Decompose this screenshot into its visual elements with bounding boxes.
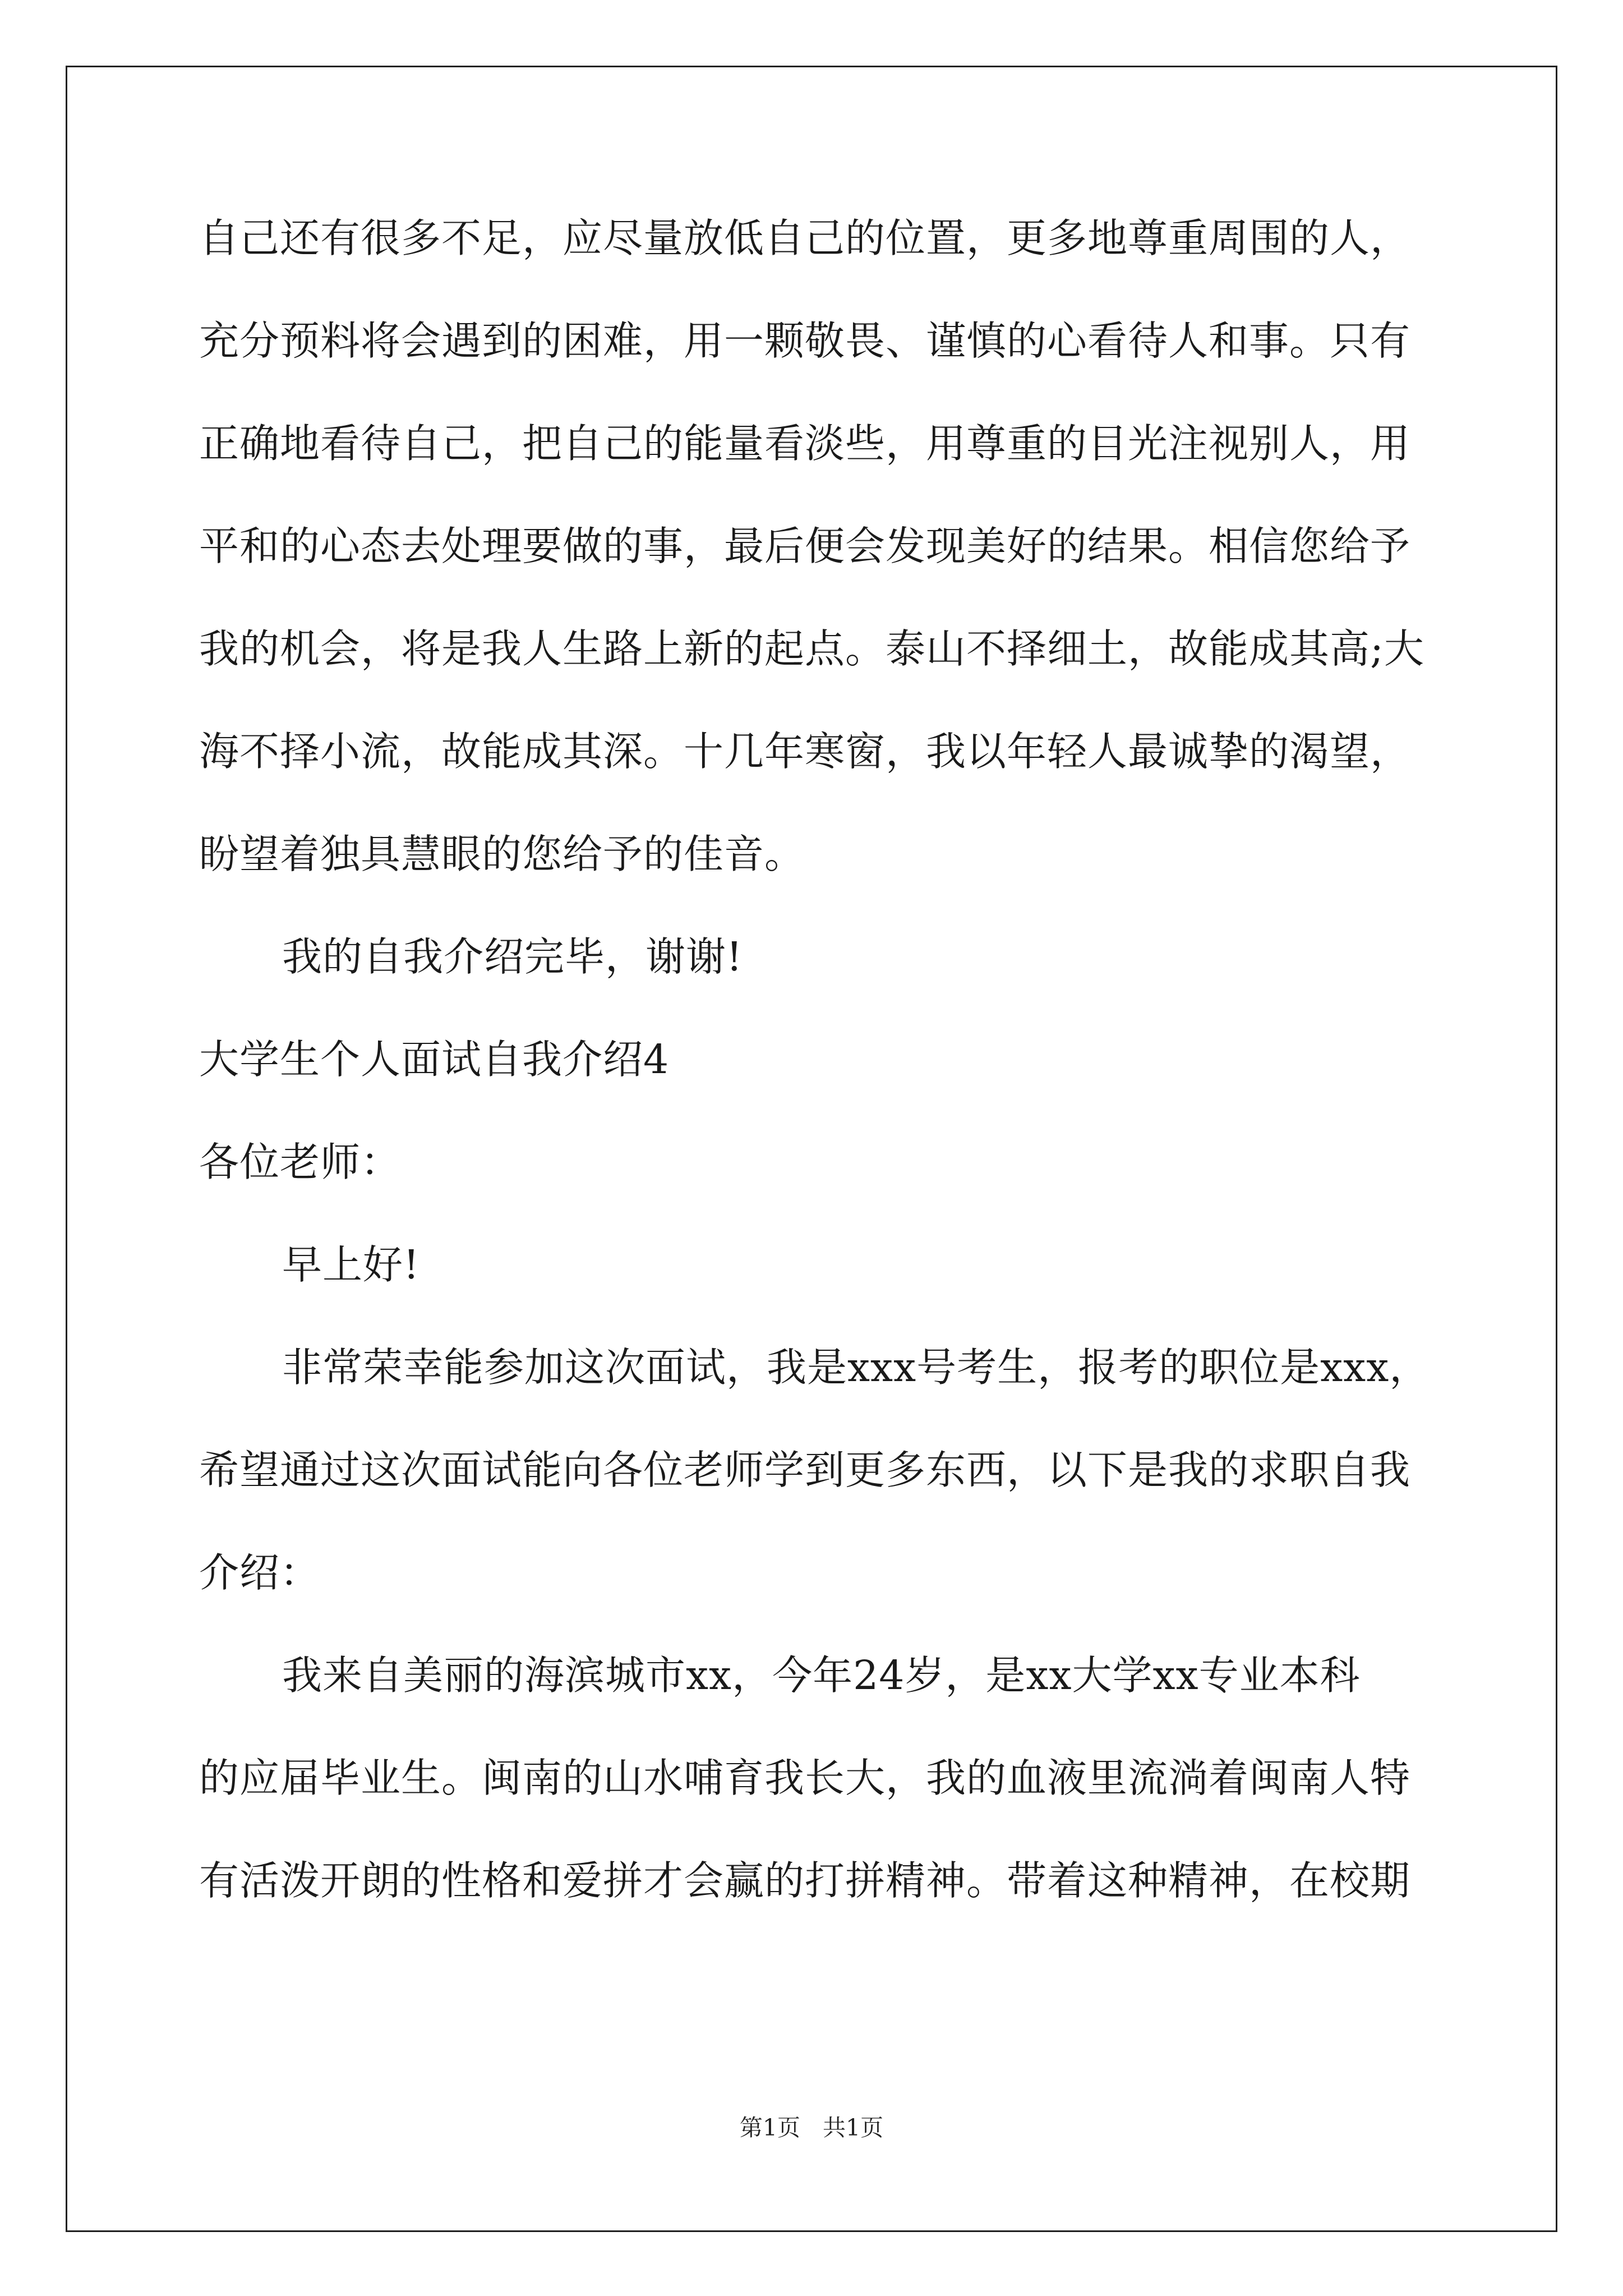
paragraph-line: 正确地看待自己，把自己的能量看淡些，用尊重的目光注视别人，用 <box>199 420 1411 467</box>
paragraph-line: 希望通过这次面试能向各位老师学到更多东西，以下是我的求职自我 <box>199 1447 1411 1493</box>
section-heading: 大学生个人面试自我介绍4 <box>199 1036 670 1083</box>
paragraph-line: 充分预料将会遇到的困难，用一颗敬畏、谨慎的心看待人和事。只有 <box>199 318 1411 364</box>
paragraph-line: 自己还有很多不足，应尽量放低自己的位置，更多地尊重周围的人， <box>199 215 1411 261</box>
paragraph-line: 的应届毕业生。闽南的山水哺育我长大，我的血液里流淌着闽南人特 <box>199 1755 1411 1801</box>
paragraph-line: 我的机会，将是我人生路上新的起点。泰山不择细土，故能成其高;大 <box>199 625 1424 672</box>
page-current: 第1页 <box>739 2114 800 2141</box>
paragraph-line: 介绍： <box>199 1549 321 1596</box>
greeting: 早上好! <box>282 1241 420 1288</box>
paragraph-line: 盼望着独具慧眼的您给予的佳音。 <box>199 831 805 877</box>
paragraph-line: 非常荣幸能参加这次面试，我是xxx号考生，报考的职位是xxx， <box>282 1344 1430 1391</box>
page-footer <box>0 2111 1623 2145</box>
paragraph-line: 平和的心态去处理要做的事，最后便会发现美好的结果。相信您给予 <box>199 523 1411 569</box>
paragraph-line: 海不择小流，故能成其深。十几年寒窗，我以年轻人最诚挚的渴望， <box>199 728 1411 775</box>
closing-line: 我的自我介绍完毕，谢谢! <box>282 933 743 980</box>
paragraph-line: 我来自美丽的海滨城市xx，今年24岁，是xx大学xx专业本科 <box>282 1652 1361 1699</box>
paragraph-line: 有活泼开朗的性格和爱拼才会赢的打拼精神。带着这种精神，在校期 <box>199 1857 1411 1904</box>
salutation: 各位老师： <box>199 1139 402 1185</box>
page-total: 共1页 <box>823 2114 884 2141</box>
